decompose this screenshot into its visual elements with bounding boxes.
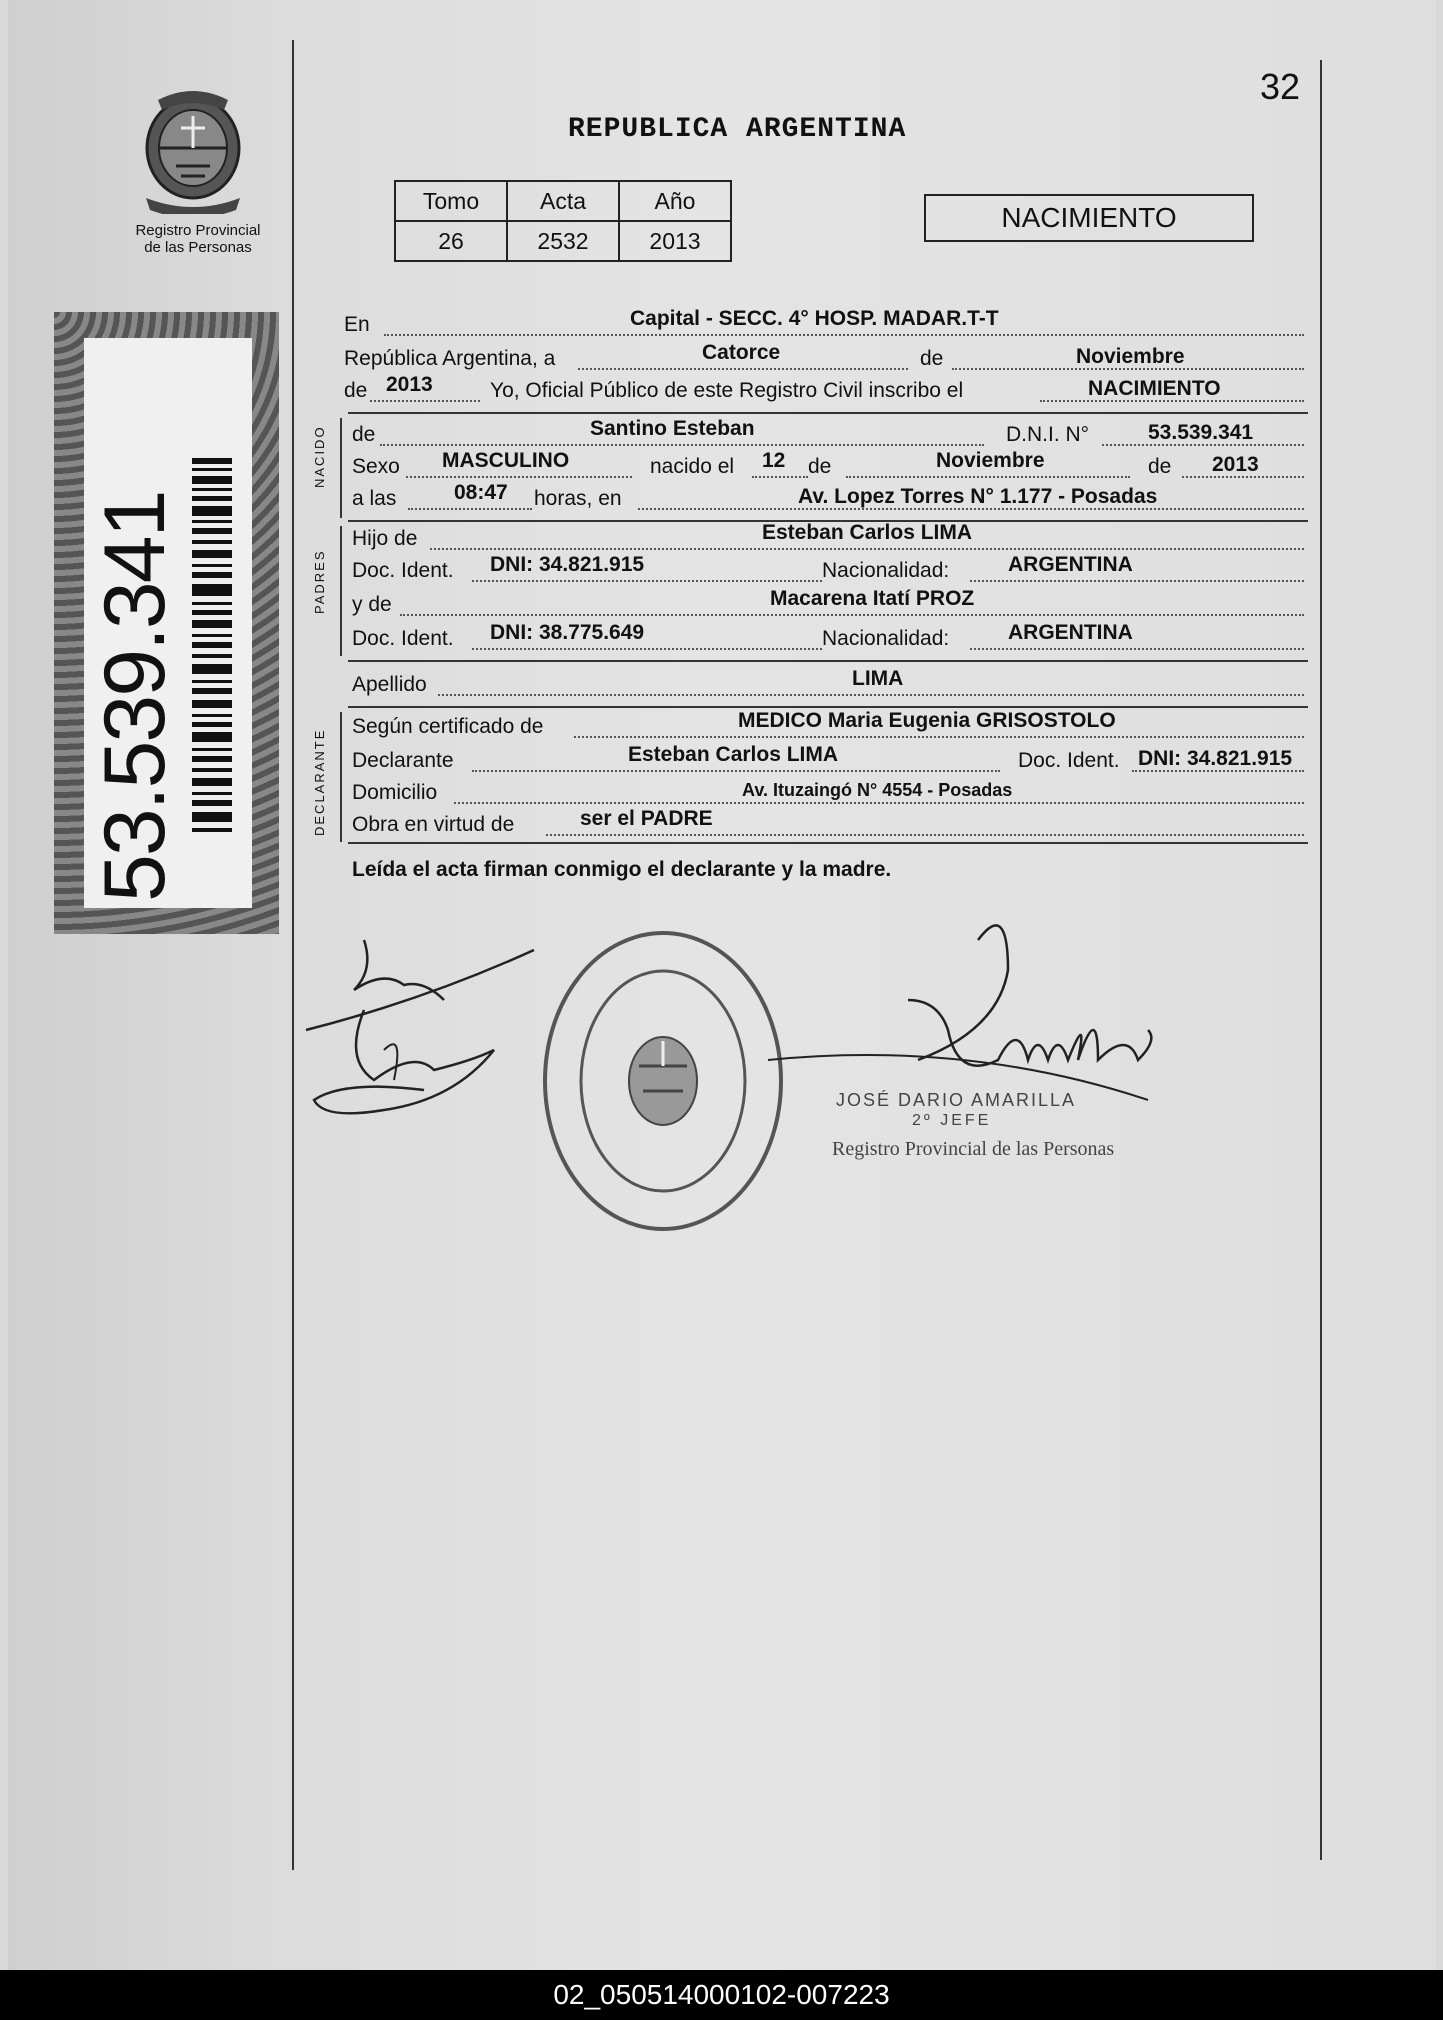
closing-statement: Leída el acta firman conmigo el declarante y la madre. [352,858,892,881]
de2-label: de [344,379,368,402]
obra-label: Obra en virtud de [352,813,515,836]
barcode-label [84,338,252,908]
padre-nac: ARGENTINA [1008,553,1133,576]
nacionalidad-label: Nacionalidad: [822,559,950,582]
row-en [344,307,1304,340]
sexo-label: Sexo [352,455,400,478]
declarante-doc: DNI: 34.821.915 [1138,747,1293,770]
de-mes-label: de [808,455,832,478]
row-obra [352,807,1304,840]
apellido-label: Apellido [352,673,427,696]
a-las-label: a las [352,487,397,510]
signature-declarante-icon [304,930,544,1130]
anio-acta: 2013 [386,373,433,396]
row-declarante [352,743,1304,776]
office-caption-line2: de las Personas [144,239,252,256]
anio-nac: 2013 [1212,453,1259,476]
doc-ident-label: Doc. Ident. [352,559,454,582]
domicilio: Av. Ituzaingó N° 4554 - Posadas [742,780,1013,800]
official-seal-icon [538,926,788,1236]
anio-value: 2013 [619,221,731,261]
row-madre-doc [352,621,1304,654]
signature-official-icon [768,910,1168,1120]
mes-acta: Noviembre [1076,345,1185,368]
hora: 08:47 [454,481,508,504]
office-caption-line1: Registro Provincial [135,222,261,239]
madre-doc: DNI: 38.775.649 [490,621,645,644]
office-caption [108,222,288,256]
apellido: LIMA [852,667,904,690]
certificado: MEDICO Maria Eugenia GRISOSTOLO [738,709,1116,732]
doc-ident2-label: Doc. Ident. [352,627,454,650]
barcode-panel [54,312,279,934]
padre: Esteban Carlos LIMA [762,521,973,544]
page-title: REPUBLICA ARGENTINA [568,114,907,145]
acta-header: Acta [507,181,619,221]
certificado-label: Según certificado de [352,715,544,738]
doc-ident3-label: Doc. Ident. [1018,749,1120,772]
official-office: Registro Provincial de las Personas [832,1138,1115,1160]
y-de-label: y de [352,593,392,616]
registry-table [394,180,732,262]
dia-nac: 12 [762,449,786,472]
acta-value: 2532 [507,221,619,261]
madre-nac: ARGENTINA [1008,621,1133,644]
republica-label: República Argentina, a [344,347,556,370]
divider [348,842,1308,844]
row-republica [344,341,1304,374]
horas-en-label: horas, en [534,487,622,510]
scan-footer-id: 02_050514000102-007223 [0,1970,1443,2020]
en-label: En [344,313,370,336]
document-type-box: NACIMIENTO [924,194,1254,242]
divider [348,412,1308,414]
barcode-icon [192,458,232,838]
divider [348,660,1308,662]
barcode-number: 53.539.341 [87,491,183,902]
row-hora [352,481,1304,514]
yo-text: Yo, Oficial Público de este Registro Civil inscribo el [490,379,964,402]
declarante-label: Declarante [352,749,454,772]
declarante: Esteban Carlos LIMA [628,743,839,766]
row-madre [352,587,1304,620]
official-name: JOSÉ DARIO AMARILLA [836,1090,1077,1110]
section-label-declarante: DECLARANTE [312,728,327,836]
hijo-de-label: Hijo de [352,527,418,550]
de-label: de [920,347,944,370]
dni: 53.539.341 [1148,421,1254,444]
domicilio-label: Domicilio [352,781,438,804]
official-role: 2º JEFE [912,1112,992,1129]
de-nombre-label: de [352,423,376,446]
province-emblem-icon [136,86,250,214]
mes-nac: Noviembre [936,449,1045,472]
nombre: Santino Esteban [590,417,755,440]
dni-label: D.N.I. N° [1006,423,1090,446]
tomo-header: Tomo [395,181,507,221]
document-page [8,0,1436,1970]
dia-texto: Catorce [702,341,781,364]
row-domicilio [352,778,1304,808]
lugar: Av. Lopez Torres N° 1.177 - Posadas [798,485,1158,508]
right-frame-line [1320,60,1322,1860]
de-anio-label: de [1148,455,1172,478]
row-certificado [352,709,1304,742]
left-frame-line [292,40,294,1870]
row-padre-doc [352,553,1304,586]
madre: Macarena Itatí PROZ [770,587,975,610]
obra: ser el PADRE [580,807,713,830]
row-apellido [352,667,1304,700]
section-label-nacido: NACIDO [312,425,327,488]
row-yo [344,373,1304,406]
padre-doc: DNI: 34.821.915 [490,553,645,576]
page-number: 32 [1260,66,1301,107]
sexo: MASCULINO [442,449,570,472]
tomo-value: 26 [395,221,507,261]
nacionalidad2-label: Nacionalidad: [822,627,950,650]
tipo: NACIMIENTO [1088,377,1221,400]
section-label-padres: PADRES [312,549,327,614]
en-value: Capital - SECC. 4° HOSP. MADAR.T-T [630,307,999,330]
nacido-el-label: nacido el [650,455,735,478]
anio-header: Año [619,181,731,221]
